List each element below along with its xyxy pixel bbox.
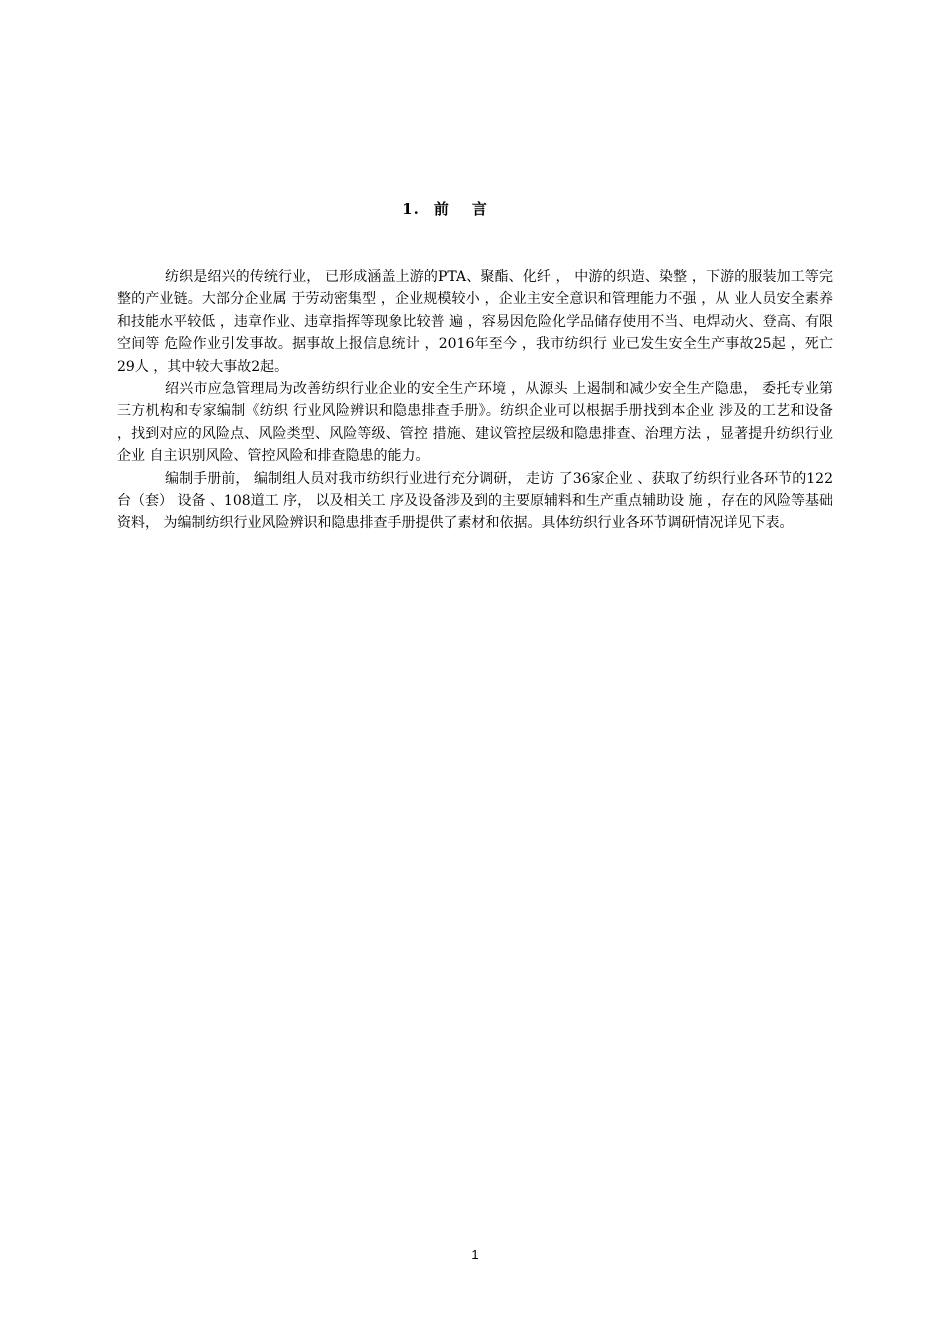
section-number: 1. xyxy=(402,200,420,218)
section-heading xyxy=(0,198,890,219)
paragraph-3: 编制手册前， 编制组人员对我市纺织行业进行充分调研， 走访 了36家企业 、获取了纺织行业各环节的122台（套） 设备 、108道工 序， 以及相关工 序及设备涉及到的主要原辅料和生产重点辅助设 施 ，存在的风险等基础资料， 为编制纺织行业风险辨识和隐患排查手册提供了素材和依据。具体纺织行业各环节调研情况详见下表。 xyxy=(117,470,833,532)
body-text xyxy=(117,266,838,535)
section-title-char-1: 前 xyxy=(433,200,450,218)
section-title-char-2: 言 xyxy=(471,200,488,218)
paragraph-1: 纺织是绍兴的传统行业， 已形成涵盖上游的PTA、聚酯、化纤 ， 中游的织造、染整 ，下游的服装加工等完整的产业链。大部分企业属 于劳动密集型 ，企业规模较小 ，企业主安全意识和管理能力不强 ，从 业人员安全素养和技能水平较低 ，违章作业、违章指挥等现象比较普 遍 ，容易因危险化学品储存使用不当、电焊动火、登高、有限空间等 危险作业引发事故。据事故上报信息统计 ，2016年至今 ，我市纺织行 业已发生安全生产事故25起 ，死亡29人 ，其中较大事故2起。 xyxy=(117,269,833,375)
page-number: 1 xyxy=(471,1247,479,1262)
paragraph-2: 绍兴市应急管理局为改善纺织行业企业的安全生产环境 ，从源头 上遏制和减少安全生产隐患， 委托专业第三方机构和专家编制《纺织 行业风险辨识和隐患排查手册》。纺织企业可以根据手册找到本企业 涉及的工艺和设备 ，找到对应的风险点、风险类型、风险等级、管控 措施、建议管控层级和隐患排查、治理方法 ，显著提升纺织行业企业 自主识别风险、管控风险和排查隐患的能力。 xyxy=(117,381,838,465)
